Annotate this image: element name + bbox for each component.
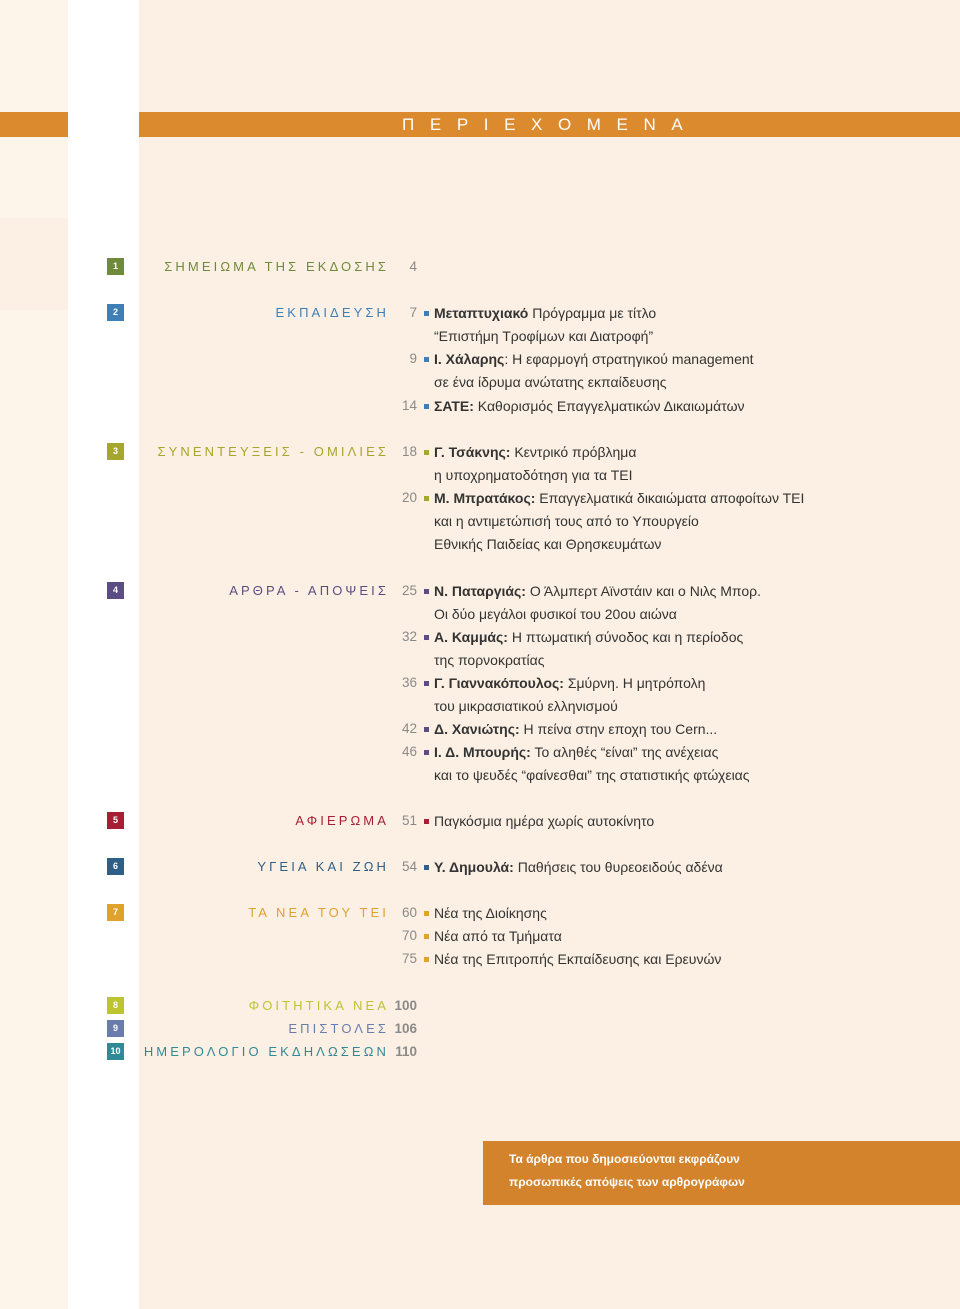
section-number-2: 2 xyxy=(107,304,124,321)
section-label-3[interactable]: ΣΥΝΕΝΤΕΥΞΕΙΣ - ΟΜΙΛΙΕΣ xyxy=(157,444,389,459)
bullet-icon xyxy=(424,635,429,640)
entry-title-cont: “Επιστήμη Τροφίμων και Διατροφή” xyxy=(434,328,654,344)
entry-title[interactable]: Ι. Δ. Μπουρής: Το αληθές “είναι” της ανέχειας xyxy=(434,744,719,760)
header-bar-left xyxy=(0,112,68,137)
bullet-icon xyxy=(424,357,429,362)
bullet-icon xyxy=(424,496,429,501)
entry-title-cont: και το ψευδές “φαίνεσθαι” της στατιστικής φτώχειας xyxy=(434,767,750,783)
section-label-6[interactable]: ΥΓΕΙΑ ΚΑΙ ΖΩΗ xyxy=(257,859,389,874)
entry-page: 18 xyxy=(401,444,417,459)
section-label-4[interactable]: ΑΡΘΡΑ - ΑΠΟΨΕΙΣ xyxy=(229,583,389,598)
entry-title-cont: η υποχρηματοδότηση για τα ΤΕΙ xyxy=(434,467,633,483)
entry-title[interactable]: Δ. Χανιώτης: Η πείνα στην εποχη του Cern... xyxy=(434,721,718,737)
entry-title[interactable]: Νέα της Επιτροπής Εκπαίδευσης και Ερευνών xyxy=(434,951,722,967)
bullet-icon xyxy=(424,750,429,755)
section-label-1[interactable]: ΣΗΜΕΙΩΜΑ ΤΗΣ ΕΚΔΟΣΗΣ xyxy=(164,259,389,274)
section-page-10: 110 xyxy=(395,1044,417,1059)
bullet-icon xyxy=(424,404,429,409)
bullet-icon xyxy=(424,727,429,732)
section-page-8: 100 xyxy=(394,998,417,1013)
entry-page: 75 xyxy=(401,951,417,966)
section-label-7[interactable]: ΤΑ ΝΕΑ ΤΟΥ ΤΕΙ xyxy=(248,905,389,920)
entry-title[interactable]: ΣΑΤΕ: Καθορισμός Επαγγελματικών Δικαιωμάτων xyxy=(434,398,745,414)
entry-title[interactable]: Νέα της Διοίκησης xyxy=(434,905,547,921)
bullet-icon xyxy=(424,681,429,686)
section-label-10[interactable]: ΗΜΕΡΟΛΟΓΙΟ ΕΚΔΗΛΩΣΕΩΝ xyxy=(143,1044,389,1059)
entry-title[interactable]: Μ. Μπρατάκος: Επαγγελματικά δικαιώματα αποφοίτων ΤΕΙ xyxy=(434,490,805,506)
bullet-icon xyxy=(424,819,429,824)
entry-title[interactable]: Γ. Γιαννακόπουλος: Σμύρνη. Η μητρόπολη xyxy=(434,675,706,691)
section-label-5[interactable]: ΑΦΙΕΡΩΜΑ xyxy=(295,813,389,828)
page-title: ΠΕΡΙΕΧΟΜΕΝΑ xyxy=(402,115,699,134)
entry-title-cont: Οι δύο μεγάλοι φυσικοί του 20ου αιώνα xyxy=(434,606,677,622)
section-number-1: 1 xyxy=(107,258,124,275)
entry-title-cont: Εθνικής Παιδείας και Θρησκευμάτων xyxy=(434,536,662,552)
section-number-5: 5 xyxy=(107,812,124,829)
bullet-icon xyxy=(424,911,429,916)
entry-title-cont: σε ένα ίδρυμα ανώτατης εκπαίδευσης xyxy=(434,374,667,390)
entry-title[interactable]: Παγκόσμια ημέρα χωρίς αυτοκίνητο xyxy=(434,813,655,829)
entry-title[interactable]: Ι. Χάλαρης: Η εφαρμογή στρατηγικού management xyxy=(434,351,754,367)
section-page-1: 4 xyxy=(409,259,417,274)
entry-page: 51 xyxy=(401,813,417,828)
entry-page: 20 xyxy=(401,490,417,505)
entry-page: 7 xyxy=(409,305,417,320)
section-number-10: 10 xyxy=(107,1043,124,1060)
bullet-icon xyxy=(424,311,429,316)
entry-page: 42 xyxy=(401,721,417,736)
bullet-icon xyxy=(424,934,429,939)
entry-page: 54 xyxy=(401,859,417,874)
section-number-4: 4 xyxy=(107,582,124,599)
entry-page: 46 xyxy=(401,744,417,759)
section-label-8[interactable]: ΦΟΙΤΗΤΙΚΑ ΝΕΑ xyxy=(248,998,389,1013)
entry-page: 14 xyxy=(401,398,417,413)
entry-page: 9 xyxy=(409,351,417,366)
entry-title[interactable]: Υ. Δημουλά: Παθήσεις του θυρεοειδούς αδένα xyxy=(434,859,723,875)
white-column xyxy=(68,0,139,1309)
entry-title[interactable]: Γ. Τσάκνης: Κεντρικό πρόβλημα xyxy=(434,444,637,460)
section-number-6: 6 xyxy=(107,858,124,875)
disclaimer-line-1: Τα άρθρα που δημοσιεύονται εκφράζουν xyxy=(509,1152,740,1166)
entry-page: 36 xyxy=(401,675,417,690)
entry-page: 32 xyxy=(401,629,417,644)
entry-page: 70 xyxy=(401,928,417,943)
left-margin-block-top xyxy=(0,0,68,218)
section-number-7: 7 xyxy=(107,904,124,921)
entry-title[interactable]: Ν. Παταργιάς: Ο Άλμπερτ Αϊνστάιν και ο Νιλς Μπορ. xyxy=(434,583,762,599)
entry-title[interactable]: Νέα από τα Τμήματα xyxy=(434,928,562,944)
disclaimer-line-2: προσωπικές απόψεις των αρθρογράφων xyxy=(509,1175,745,1189)
entry-page: 60 xyxy=(401,905,417,920)
entry-title[interactable]: Μεταπτυχιακό Πρόγραμμα με τίτλο xyxy=(434,305,657,321)
section-number-8: 8 xyxy=(107,997,124,1014)
section-label-2[interactable]: ΕΚΠΑΙΔΕΥΣΗ xyxy=(275,305,389,320)
bullet-icon xyxy=(424,450,429,455)
bullet-icon xyxy=(424,589,429,594)
bullet-icon xyxy=(424,957,429,962)
section-page-9: 106 xyxy=(394,1021,417,1036)
disclaimer-box xyxy=(483,1141,960,1205)
left-margin-block-bottom xyxy=(0,310,68,1309)
entry-title-cont: της πορνοκρατίας xyxy=(434,652,545,668)
section-number-9: 9 xyxy=(107,1020,124,1037)
section-number-3: 3 xyxy=(107,443,124,460)
entry-title-cont: του μικρασιατικού ελληνισμού xyxy=(434,698,618,714)
entry-title[interactable]: Α. Καμμάς: Η πτωματική σύνοδος και η περίοδος xyxy=(434,629,744,645)
section-label-9[interactable]: ΕΠΙΣΤΟΛΕΣ xyxy=(288,1021,389,1036)
bullet-icon xyxy=(424,865,429,870)
entry-title-cont: και η αντιμετώπισή τους από το Υπουργείο xyxy=(434,513,699,529)
entry-page: 25 xyxy=(401,583,417,598)
